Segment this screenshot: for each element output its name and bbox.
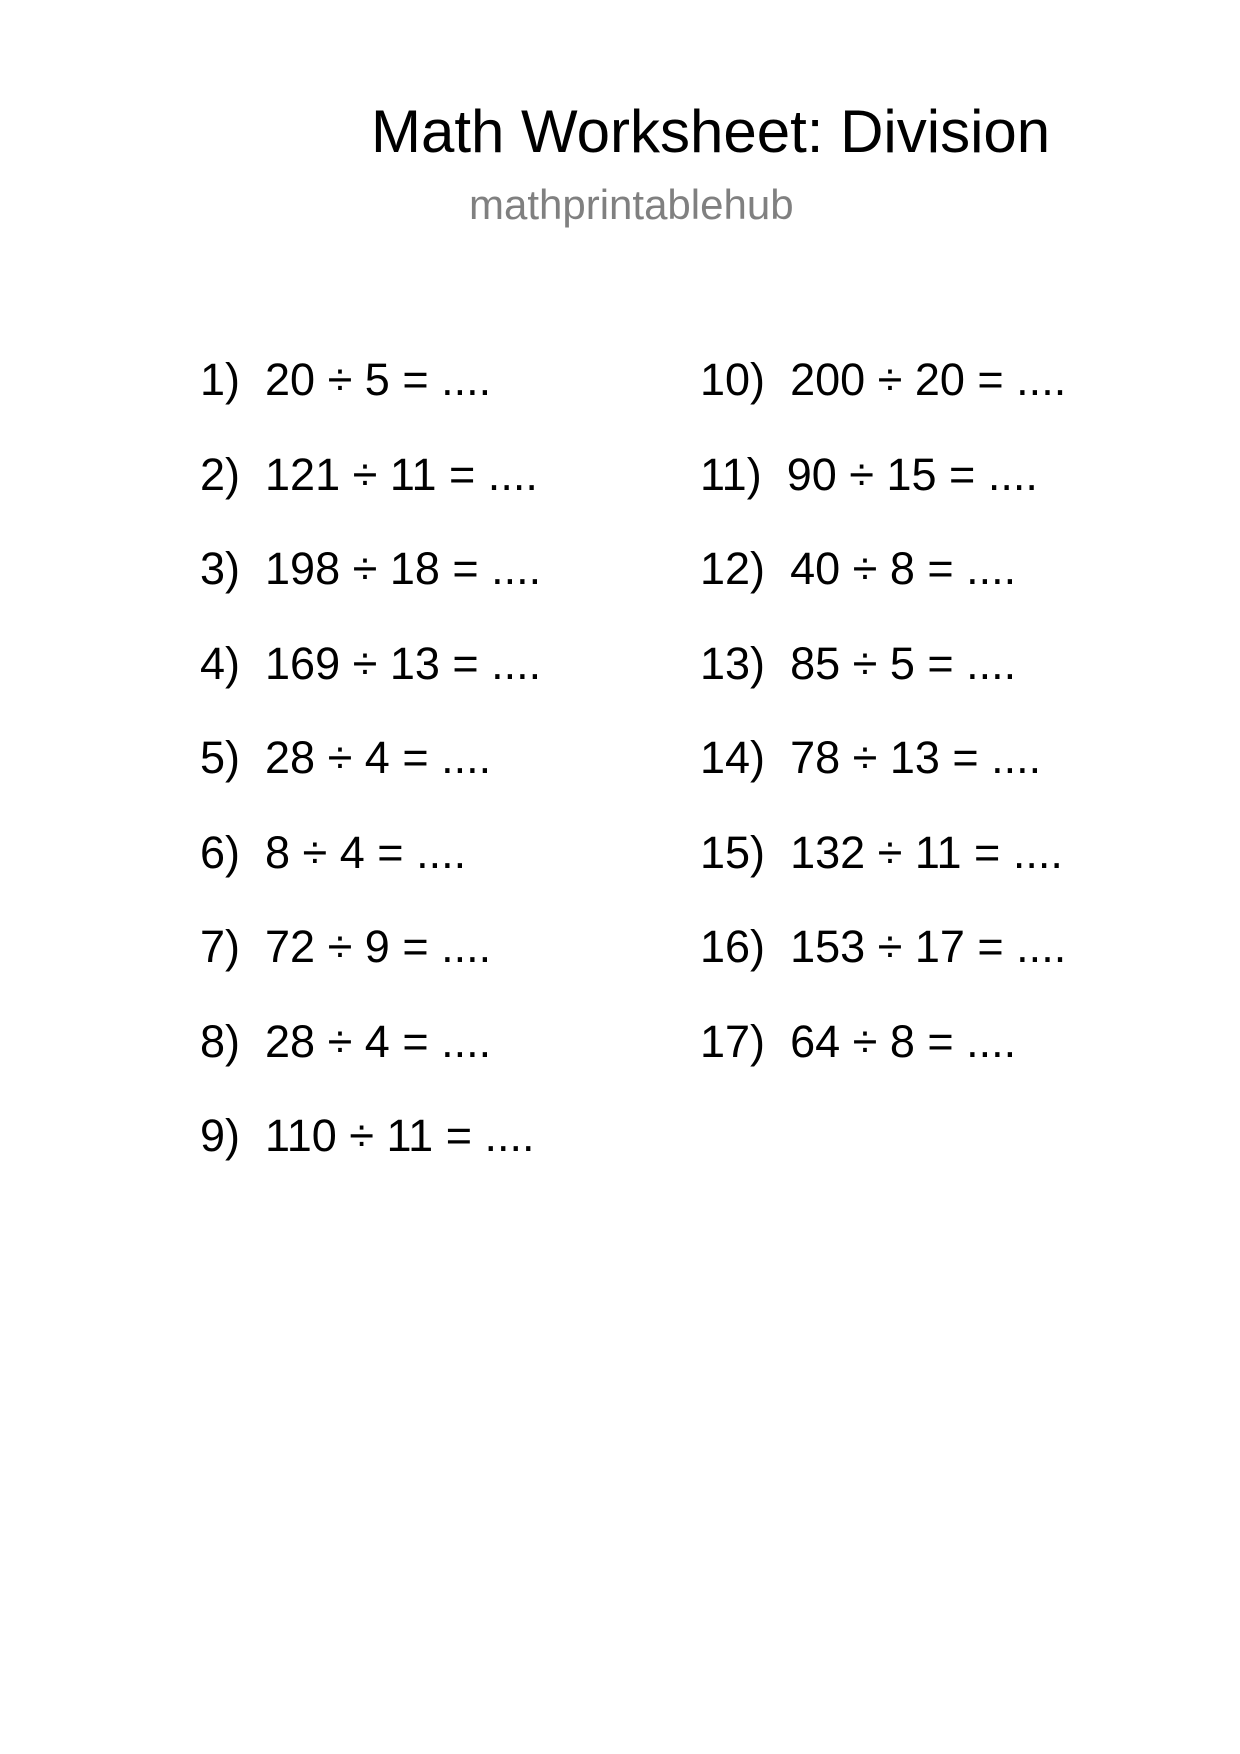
problem-item bbox=[700, 920, 1066, 1015]
problem-item bbox=[200, 637, 541, 732]
problem-item bbox=[200, 448, 541, 543]
problem-item bbox=[200, 353, 541, 448]
problem-number: 12) bbox=[700, 543, 766, 594]
problem-item bbox=[700, 542, 1066, 637]
problem-number: 15) bbox=[700, 826, 766, 878]
worksheet-title: Math Worksheet: Division bbox=[371, 98, 1051, 165]
problem-expression: 28 ÷ 4 = .... bbox=[265, 732, 492, 783]
problem-item bbox=[200, 826, 541, 921]
problem-item bbox=[700, 637, 1066, 732]
problem-item bbox=[700, 826, 1066, 921]
problem-expression: 72 ÷ 9 = .... bbox=[265, 921, 492, 972]
problem-number: 2) bbox=[200, 448, 241, 500]
problem-expression: 198 ÷ 18 = .... bbox=[265, 543, 542, 594]
problem-item bbox=[700, 353, 1066, 448]
problem-expression: 8 ÷ 4 = .... bbox=[265, 826, 467, 878]
problem-number: 10) bbox=[700, 354, 766, 405]
problem-item bbox=[700, 1015, 1066, 1110]
problem-item bbox=[200, 920, 541, 1015]
problem-expression: 153 ÷ 17 = .... bbox=[790, 921, 1067, 972]
problem-expression: 121 ÷ 11 = .... bbox=[265, 448, 538, 500]
worksheet-subtitle: mathprintablehub bbox=[469, 181, 794, 228]
problem-number: 9) bbox=[200, 1110, 241, 1161]
problem-number: 17) bbox=[700, 1015, 766, 1067]
problem-item bbox=[700, 731, 1066, 826]
problem-expression: 78 ÷ 13 = .... bbox=[790, 732, 1042, 783]
problem-number: 3) bbox=[200, 543, 241, 594]
problem-expression: 20 ÷ 5 = .... bbox=[265, 354, 492, 405]
problems-right-column bbox=[700, 353, 1066, 1109]
problem-number: 16) bbox=[700, 921, 766, 972]
problem-expression: 169 ÷ 13 = .... bbox=[265, 637, 542, 689]
problem-item bbox=[200, 1109, 541, 1204]
problem-item bbox=[200, 1015, 541, 1110]
problems-left-column bbox=[200, 353, 541, 1204]
problem-expression: 90 ÷ 15 = .... bbox=[786, 448, 1038, 500]
problem-expression: 110 ÷ 11 = .... bbox=[265, 1110, 535, 1161]
problem-number: 4) bbox=[200, 637, 241, 689]
problem-expression: 200 ÷ 20 = .... bbox=[790, 354, 1067, 405]
problem-number: 8) bbox=[200, 1015, 241, 1067]
problem-item bbox=[200, 542, 541, 637]
problem-number: 13) bbox=[700, 637, 766, 689]
problem-item bbox=[200, 731, 541, 826]
problem-number: 5) bbox=[200, 732, 241, 783]
problem-number: 6) bbox=[200, 826, 241, 878]
problem-number: 1) bbox=[200, 354, 241, 405]
problem-expression: 132 ÷ 11 = .... bbox=[790, 826, 1063, 878]
problem-expression: 85 ÷ 5 = .... bbox=[790, 637, 1017, 689]
problem-item bbox=[700, 448, 1066, 543]
problem-number: 14) bbox=[700, 732, 766, 783]
problem-expression: 28 ÷ 4 = .... bbox=[265, 1015, 492, 1067]
problem-number: 11) bbox=[700, 448, 762, 500]
problem-number: 7) bbox=[200, 921, 241, 972]
problem-expression: 40 ÷ 8 = .... bbox=[790, 543, 1017, 594]
problem-expression: 64 ÷ 8 = .... bbox=[790, 1015, 1017, 1067]
